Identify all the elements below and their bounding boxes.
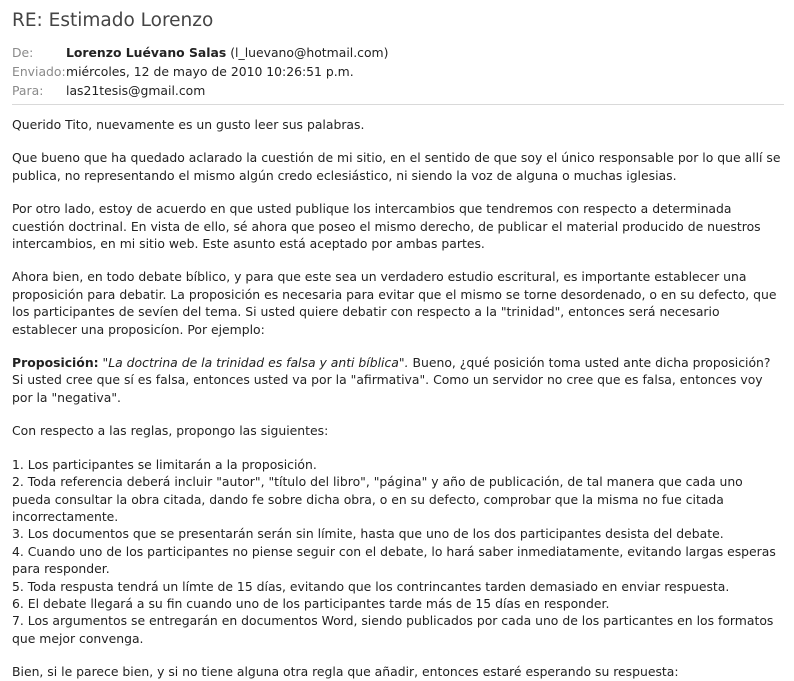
body-paragraph-closing: Bien, si le parece bien, y si no tiene alguna otra regla que añadir, entonces estaré esperando su respuesta: — [12, 664, 679, 680]
rules-list — [12, 456, 784, 647]
sender-email[interactable]: (l_luevano@hotmail.com) — [230, 45, 389, 60]
body-paragraph-3: Por otro lado, estoy de acuerdo en que usted publique los intercambios que tendremos con respecto a determinada cuestión doctrinal. En vista de ello, sé ahora que poseo el mismo derecho, de publicar el material producido de nuestros intercambios, en mi sitio web. Este asunto está aceptado por ambas partes. — [12, 201, 761, 252]
rule-item: 1. Los participantes se limitarán a la proposición. — [12, 456, 317, 472]
header-sent-row — [12, 62, 784, 81]
rule-item: 3. Los documentos que se presentarán serán sin límite, hasta que uno de los dos participantes desista del debate. — [12, 526, 724, 542]
recipient-email[interactable]: las21tesis@gmail.com — [66, 83, 206, 98]
header-from-row — [12, 43, 784, 62]
header-to-row — [12, 81, 784, 100]
rule-item: 7. Los argumentos se entregarán en documentos Word, siendo publicados por cada uno de los particantes en los formatos que mejor convenga. — [12, 613, 774, 646]
body-paragraph-4: Ahora bien, en todo debate bíblico, y para que este sea un verdadero estudio escritural, es importante establecer una proposición para debatir. La proposición es necesaria para evitar que el mismo se torne desordenado, o en su defecto, que los participantes de sevíen del tema. Si usted quiere debatir con respecto a la "trinidad", entonces será necesario establecer una proposicíon. Por ejemplo: — [12, 269, 777, 337]
from-label: De: — [12, 45, 34, 60]
from-value — [66, 43, 388, 62]
proposition-text: Bueno, ¿qué posición toma usted ante dicha proposición? Si usted cree que sí es falsa, entonces usted va por la "afirmativa". Como un servidor no cree que es falsa, entonces voy por la "negativa". — [12, 355, 771, 405]
proposition-label: Proposición: — [12, 355, 99, 371]
to-label: Para: — [12, 83, 44, 98]
sender-name[interactable]: Lorenzo Luévano Salas — [66, 45, 227, 60]
rule-item: 5. Toda respusta tendrá un límte de 15 días, evitando que los contrincantes tarden demasiado en enviar respuesta. — [12, 578, 730, 594]
header-divider — [12, 104, 784, 105]
rule-item: 4. Cuando uno de los participantes no piense seguir con el debate, lo hará saber inmediatamente, evitando largas esperas para responder. — [12, 543, 776, 577]
body-paragraph-2: Que bueno que ha quedado aclarado la cuestión de mi sitio, en el sentido de que soy el único responsable por lo que allí se publica, no representando el mismo algún credo eclesiástico, ni siendo la voz de alguna o muchas iglesias. — [12, 150, 781, 183]
sent-label: Enviado: — [12, 64, 66, 79]
rule-item: 6. El debate llegará a su fin cuando uno de los participantes tarde más de 15 días en responder. — [12, 595, 610, 611]
sent-date: miércoles, 12 de mayo de 2010 10:26:51 p.m. — [66, 64, 354, 79]
body-paragraph-proposition — [12, 354, 784, 406]
body-paragraph-greeting: Querido Tito, nuevamente es un gusto leer sus palabras. — [12, 117, 365, 132]
email-subject: RE: Estimado Lorenzo — [12, 10, 214, 31]
email-body — [12, 116, 784, 681]
proposition-quote: "La doctrina de la trinidad es falsa y anti bíblica". — [102, 355, 409, 371]
body-paragraph-rules-intro: Con respecto a las reglas, propongo las siguientes: — [12, 423, 329, 439]
rule-item: 2. Toda referencia deberá incluir "autor", "título del libro", "página" y año de publicación, de tal manera que cada uno pueda consultar la obra citada, dando fe sobre dicha obra, o en su defecto, comprobar que la misma no fue citada incorrectamente. — [12, 474, 743, 524]
